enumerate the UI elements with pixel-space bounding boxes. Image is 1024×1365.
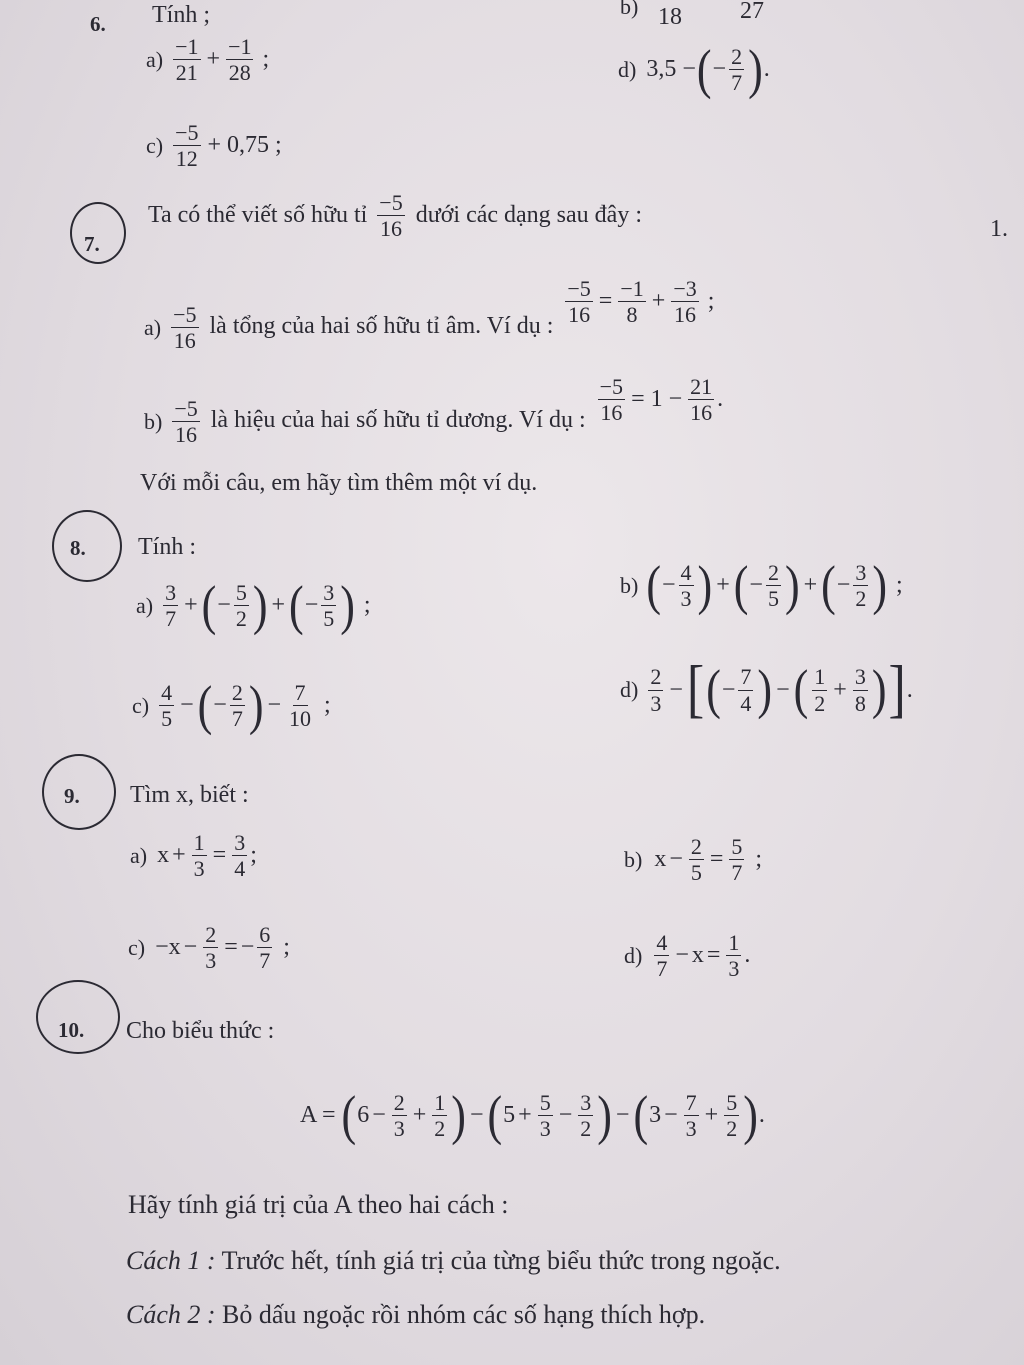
way-1-label: Cách 1 :	[126, 1246, 216, 1275]
fraction: $\frac{-5}{16}$	[599, 374, 624, 426]
fraction: $\frac{4}{3}$	[680, 560, 692, 612]
exercise-10-way-2	[126, 1300, 705, 1330]
exercise-6-c-label: c)	[146, 132, 164, 158]
fraction: $\frac{2}{3}$	[393, 1090, 405, 1142]
way-1-text: Trước hết, tính giá trị của từng biểu thức trong ngoặc.	[221, 1246, 781, 1275]
exercise-8-c-label: c)	[132, 692, 150, 718]
exercise-10-way-1	[126, 1246, 781, 1276]
fraction: $\frac{2}{5}$	[690, 834, 702, 886]
fraction: $\frac{-5}{16}$	[567, 276, 591, 328]
exercise-8-c: c) $\frac{4}{5}$ − ( − $\frac{2}{7}$ ) − $\frac{7}{10}$ ;	[132, 674, 331, 736]
exercise-8-title: Tính :	[138, 534, 196, 560]
fraction: $\frac{6}{7}$	[259, 922, 271, 974]
exercise-9-number: 9.	[64, 784, 80, 808]
fraction: $\frac{-3}{16}$	[673, 276, 697, 328]
exercise-9-c-label: c)	[128, 934, 146, 960]
exercise-8-d: d) $\frac{2}{3}$ − [ ( − $\frac{7}{4}$ ) − ( $\frac{1}{2}$ + $\frac{3}{8}$ ) ] .	[620, 653, 913, 725]
exercise-9-d: d) $\frac{4}{7}$ − x = $\frac{1}{3}$ .	[624, 930, 751, 982]
fraction: $\frac{-1}{21}$	[175, 34, 199, 86]
exercise-10-expression: A = ( 6 − $\frac{2}{3}$ + $\frac{1}{2}$ ) − ( 5 + $\frac{5}{3}$ − $\frac{3}{2}$ ) − ( 3 − $\frac{7}{3}$ + $\frac{5}{2}$ ) .	[300, 1084, 765, 1146]
fraction: $\frac{1}{3}$	[193, 830, 205, 882]
exercise-7-a-label: a)	[144, 314, 162, 340]
exercise-10-task: Hãy tính giá trị của A theo hai cách :	[128, 1190, 509, 1219]
fraction: $\frac{1}{3}$	[728, 930, 740, 982]
exercise-8-a: a) $\frac{3}{7}$ + ( − $\frac{5}{2}$ ) + ( − $\frac{3}{5}$ ) ;	[136, 574, 371, 636]
fraction: $\frac{2}{3}$	[650, 664, 662, 716]
way-2-text: Bỏ dấu ngoặc rồi nhóm các số hạng thích hợp.	[222, 1300, 706, 1329]
exercise-6-d: d) 3,5 − ( − $\frac{2}{7}$ ) .	[618, 38, 770, 100]
exercise-9-b-label: b)	[624, 846, 643, 872]
fraction: $\frac{-5}{16}$	[379, 190, 403, 242]
exercise-7-intro-text: Ta có thể viết số hữu tỉ	[148, 202, 368, 229]
fraction: $\frac{3}{2}$	[580, 1090, 592, 1142]
fraction: $\frac{3}{4}$	[234, 830, 246, 882]
exercise-8-d-label: d)	[620, 677, 639, 702]
expression-A: A =	[300, 1102, 336, 1129]
fraction: $\frac{2}{5}$	[767, 560, 779, 612]
exercise-9-title: Tìm x, biết :	[130, 782, 249, 808]
exercise-9-b: b) x − $\frac{2}{5}$ = $\frac{5}{7}$ ;	[624, 834, 763, 886]
exercise-6-number: 6.	[90, 12, 106, 36]
exercise-9-d-label: d)	[624, 942, 643, 968]
exercise-6-c: c) $\frac{-5}{12}$ + 0,75 ;	[146, 120, 282, 172]
fraction: $\frac{4}{5}$	[161, 680, 173, 732]
exercise-7-footer: Với mỗi câu, em hãy tìm thêm một ví dụ.	[140, 470, 538, 496]
fraction: $\frac{4}{7}$	[656, 930, 668, 982]
fraction: $\frac{7}{10}$	[289, 680, 312, 732]
fraction: $\frac{3}{2}$	[855, 560, 867, 612]
exercise-6-title: Tính ;	[152, 2, 210, 28]
fraction: $\frac{-1}{8}$	[620, 276, 644, 328]
fraction: $\frac{3}{8}$	[854, 664, 866, 716]
fraction: $\frac{21}{16}$	[690, 374, 713, 426]
exercise-7-a-text: là tổng của hai số hữu tỉ âm. Ví dụ :	[209, 313, 554, 340]
fraction: $\frac{3}{5}$	[323, 580, 335, 632]
fraction: $\frac{1}{2}$	[434, 1090, 446, 1142]
fraction: $\frac{-5}{16}$	[173, 302, 197, 354]
fraction: $\frac{-1}{28}$	[228, 34, 252, 86]
exercise-6-b-denominator-1: 18	[658, 4, 682, 30]
fraction: $\frac{3}{7}$	[165, 580, 177, 632]
exercise-9-c: c) −x − $\frac{2}{3}$ = − $\frac{6}{7}$ ;	[128, 922, 290, 974]
exercise-8-b-label: b)	[620, 572, 639, 598]
fraction: $\frac{2}{3}$	[205, 922, 217, 974]
exercise-8-b: b) ( − $\frac{4}{3}$ ) + ( − $\frac{2}{5}$ ) + ( − $\frac{3}{2}$ ) ;	[620, 554, 903, 616]
exercise-8-number: 8.	[70, 536, 86, 560]
exercise-6-b-denominator-2: 27	[740, 0, 764, 24]
exercise-10-number: 10.	[58, 1018, 85, 1042]
fraction: $\frac{7}{4}$	[740, 664, 752, 716]
fraction: $\frac{-5}{16}$	[174, 396, 198, 448]
margin-mark: 1.	[990, 216, 1008, 242]
exercise-7-b: b) $\frac{-5}{16}$ là hiệu của hai số hữu tỉ dương. Ví dụ : $\frac{-5}{16}$ = 1 − $\frac{21}{16}$ .	[144, 374, 724, 448]
fraction: $\frac{5}{2}$	[235, 580, 247, 632]
fraction: $\frac{2}{7}$	[231, 680, 243, 732]
exercise-9-a: a) x + $\frac{1}{3}$ = $\frac{3}{4}$ ;	[130, 830, 257, 882]
exercise-8-circle-mark	[52, 510, 122, 582]
exercise-7-number: 7.	[84, 232, 100, 256]
fraction: $\frac{-5}{12}$	[175, 120, 199, 172]
exercise-6-b-label: b)	[620, 0, 639, 19]
fraction: $\frac{5}{3}$	[539, 1090, 551, 1142]
fraction: $\frac{5}{2}$	[726, 1090, 738, 1142]
exercise-9-a-label: a)	[130, 842, 148, 868]
exercise-8-a-label: a)	[136, 592, 154, 618]
fraction: $\frac{7}{3}$	[685, 1090, 697, 1142]
exercise-7-a: a) $\frac{-5}{16}$ là tổng của hai số hữu tỉ âm. Ví dụ : $\frac{-5}{16}$ = $\frac{-1}{8}$ + $\frac{-3}{16}$ ;	[144, 276, 715, 354]
fraction: $\frac{2}{7}$	[731, 44, 743, 96]
way-2-label: Cách 2 :	[126, 1300, 216, 1329]
exercise-6-a-label: a)	[146, 46, 164, 72]
exercise-7-intro-end: dưới các dạng sau đây :	[415, 202, 642, 229]
exercise-6-a: a) $\frac{-1}{21}$ + $\frac{-1}{28}$ ;	[146, 34, 270, 86]
exercise-7-intro	[148, 190, 642, 242]
exercise-7-b-text: là hiệu của hai số hữu tỉ dương. Ví dụ :	[210, 407, 586, 434]
fraction: $\frac{5}{7}$	[731, 834, 743, 886]
exercise-6-d-label: d)	[618, 56, 637, 82]
exercise-7-b-label: b)	[144, 408, 163, 434]
fraction: $\frac{1}{2}$	[814, 664, 826, 716]
exercise-10-title: Cho biểu thức :	[126, 1018, 275, 1044]
